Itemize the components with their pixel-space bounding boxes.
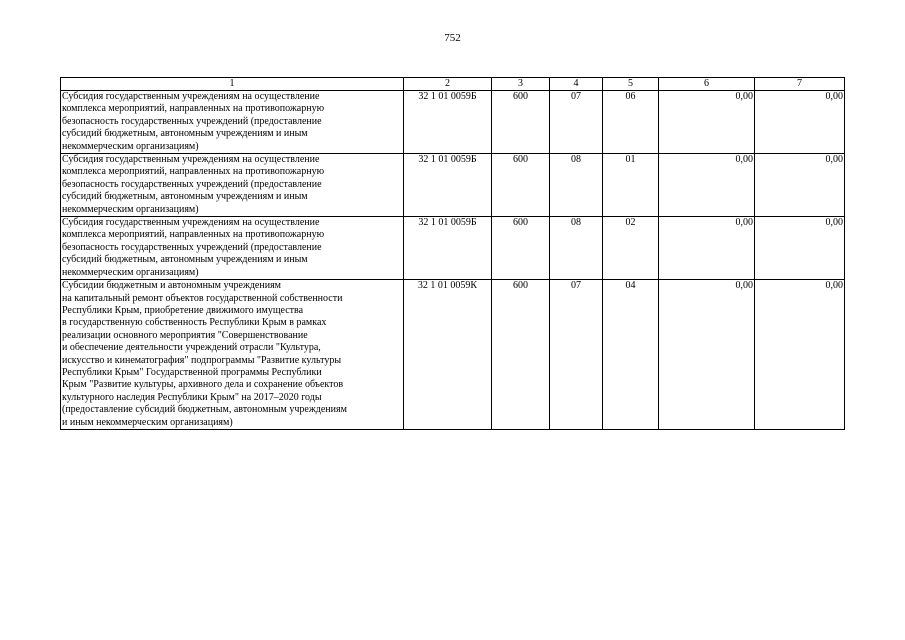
row-col6: 0,00 — [659, 280, 755, 430]
row-col3: 600 — [492, 217, 550, 280]
row-col3: 600 — [492, 91, 550, 154]
description-line: субсидий бюджетным, автономным учреждениям и иным — [62, 191, 308, 203]
description-line: комплекса мероприятий, направленных на противопожарную — [62, 166, 325, 178]
row-col4: 07 — [550, 280, 603, 430]
header-col-6: 6 — [659, 78, 755, 91]
budget-table — [60, 77, 845, 430]
description-line: безопасность государственных учреждений (предоставление — [62, 241, 322, 253]
row-col3: 600 — [492, 280, 550, 430]
row-col6: 0,00 — [659, 91, 755, 154]
description-line: безопасность государственных учреждений (предоставление — [62, 178, 322, 190]
row-description — [61, 91, 404, 154]
header-col-4: 4 — [550, 78, 603, 91]
description-line: субсидий бюджетным, автономным учреждениям и иным — [62, 254, 308, 266]
header-col-2: 2 — [404, 78, 492, 91]
row-col3: 600 — [492, 154, 550, 217]
description-line: комплекса мероприятий, направленных на противопожарную — [62, 229, 325, 241]
table-row — [61, 154, 845, 217]
table-row — [61, 280, 845, 430]
page-number: 752 — [444, 32, 461, 44]
row-col7: 0,00 — [755, 217, 845, 280]
table-body — [61, 91, 845, 430]
description-line: Субсидия государственным учреждениям на осуществление — [62, 91, 320, 102]
header-row — [61, 78, 845, 91]
row-col5: 02 — [603, 217, 659, 280]
description-line: некоммерческим организациям) — [62, 266, 199, 278]
row-code: 32 1 01 0059Б — [404, 154, 492, 217]
description-line: в государственную собственность Республики Крым в рамках — [62, 317, 327, 329]
description-line: комплекса мероприятий, направленных на противопожарную — [62, 103, 325, 115]
row-col5: 04 — [603, 280, 659, 430]
description-line: искусство и кинематография" подпрограммы "Развитие культуры — [62, 354, 342, 366]
header-col-7: 7 — [755, 78, 845, 91]
description-line: и иным некоммерческим организациям) — [62, 416, 233, 428]
description-line: безопасность государственных учреждений (предоставление — [62, 115, 322, 127]
description-line: (предоставление субсидий бюджетным, автономным учреждениям — [62, 404, 347, 416]
row-col4: 08 — [550, 154, 603, 217]
header-col-5: 5 — [603, 78, 659, 91]
row-col4: 08 — [550, 217, 603, 280]
row-code: 32 1 01 0059Б — [404, 91, 492, 154]
row-code: 32 1 01 0059Б — [404, 217, 492, 280]
row-col7: 0,00 — [755, 280, 845, 430]
description-line: культурного наследия Республики Крым" на 2017–2020 годы — [62, 391, 322, 403]
description-line: Крым "Развитие культуры, архивного дела и сохранение объектов — [62, 379, 344, 391]
row-col5: 06 — [603, 91, 659, 154]
table-row — [61, 91, 845, 154]
row-description — [61, 217, 404, 280]
row-description — [61, 280, 404, 430]
header-col-3: 3 — [492, 78, 550, 91]
description-line: реализации основного мероприятия "Совершенствование — [62, 329, 308, 341]
description-line: некоммерческим организациям) — [62, 140, 199, 152]
table-header — [61, 78, 845, 91]
header-col-1: 1 — [61, 78, 404, 91]
row-col5: 01 — [603, 154, 659, 217]
description-line: и обеспечение деятельности учреждений отрасли "Культура, — [62, 342, 321, 354]
table-row — [61, 217, 845, 280]
description-line: Республики Крым" Государственной программы Республики — [62, 366, 322, 378]
row-col7: 0,00 — [755, 91, 845, 154]
description-line: субсидий бюджетным, автономным учреждениям и иным — [62, 128, 308, 140]
row-col7: 0,00 — [755, 154, 845, 217]
description-line: на капитальный ремонт объектов государственной собственности — [62, 292, 343, 304]
description-line: Субсидии бюджетным и автономным учреждениям — [62, 280, 282, 292]
row-col6: 0,00 — [659, 217, 755, 280]
description-line: Субсидия государственным учреждениям на осуществление — [62, 217, 320, 229]
row-code: 32 1 01 0059К — [404, 280, 492, 430]
description-line: некоммерческим организациям) — [62, 203, 199, 215]
description-line: Субсидия государственным учреждениям на осуществление — [62, 154, 320, 166]
description-line: Республики Крым, приобретение движимого имущества — [62, 304, 304, 316]
row-col6: 0,00 — [659, 154, 755, 217]
row-col4: 07 — [550, 91, 603, 154]
row-description — [61, 154, 404, 217]
